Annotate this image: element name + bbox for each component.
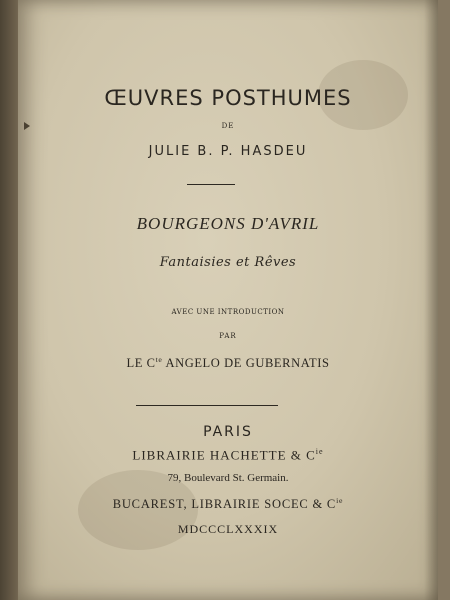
publication-city: PARIS [203, 424, 253, 440]
co-publisher-name: BUCAREST, LIBRAIRIE SOCEC & C [112, 497, 337, 512]
editor-name: ANGELO DE GUBERNATIS [162, 356, 330, 371]
page-edge-shadow [424, 0, 438, 600]
divider-long [136, 405, 278, 406]
bookmark-notch [24, 122, 30, 130]
introduction-line: AVEC UNE INTRODUCTION [171, 308, 285, 316]
co-publisher [18, 496, 438, 512]
de-label: DE [221, 122, 235, 130]
author-name: JULIE B. P. HASDEU [148, 144, 308, 159]
editor-prefix: LE C [126, 356, 156, 371]
publisher [18, 447, 438, 463]
divider-short [187, 184, 235, 185]
publisher-name: LIBRAIRIE HACHETTE & C [132, 447, 316, 463]
work-title: BOURGEONS D'AVRIL [136, 214, 320, 233]
book-title: ŒUVRES POSTHUMES [104, 86, 352, 110]
co-publisher-suffix: ie [336, 496, 344, 505]
publisher-address: 79, Boulevard St. Germain. [167, 472, 289, 484]
work-subtitle: Fantaisies et Rêves [159, 255, 297, 270]
par-label: PAR [219, 332, 237, 340]
editor-credit [18, 355, 438, 371]
publication-year: MDCCCLXXXIX [177, 522, 279, 536]
title-page [18, 0, 438, 600]
editor-title-suffix: te [155, 355, 163, 364]
publisher-suffix: ie [315, 447, 324, 456]
